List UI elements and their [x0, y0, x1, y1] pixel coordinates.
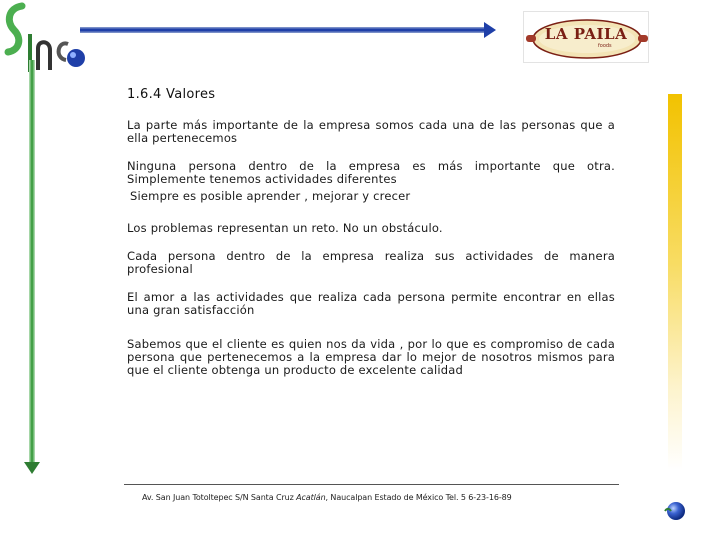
footer-address-italic: Acatlán — [296, 493, 326, 502]
value-paragraph: Los problemas representan un reto. No un obstáculo. — [127, 221, 443, 235]
brand-logo — [523, 11, 649, 63]
vertical-arrow-line — [18, 60, 48, 480]
brand-name: LA PAILA — [544, 25, 628, 43]
header-arrow-line — [80, 16, 500, 46]
footer-address-part1: Av. San Juan Totoltepec S/N Santa Cruz — [142, 493, 297, 502]
footer-address-part2: , Naucalpan Estado de México Tel. 5 6-23-16-89 — [325, 493, 512, 502]
footer-divider — [124, 484, 619, 485]
value-paragraph: Siempre es posible aprender , mejorar y crecer — [130, 189, 411, 203]
value-paragraph: La parte más importante de la empresa somos cada una de las personas que a ella pertenecemos — [127, 118, 615, 145]
value-paragraph: Ninguna persona dentro de la empresa es más importante que otra. Simplemente tenemos actividades diferentes — [127, 159, 615, 186]
sphere-icon — [664, 500, 686, 522]
side-accent-bar — [668, 94, 682, 470]
brand-subtitle: foods — [598, 43, 612, 49]
footer-address — [142, 493, 512, 502]
section-title: 1.6.4 Valores — [127, 87, 216, 102]
main-content — [127, 87, 615, 377]
value-paragraph: Sabemos que el cliente es quien nos da vida , por lo que es compromiso de cada persona que pertenecemos a la empresa dar lo mejor de nosotros mismos para que el cliente obtenga un producto de excelente calidad — [127, 337, 615, 377]
value-paragraph: Cada persona dentro de la empresa realiza sus actividades de manera profesional — [127, 249, 615, 276]
value-paragraph: El amor a las actividades que realiza cada persona permite encontrar en ellas una gran satisfacción — [127, 290, 615, 317]
